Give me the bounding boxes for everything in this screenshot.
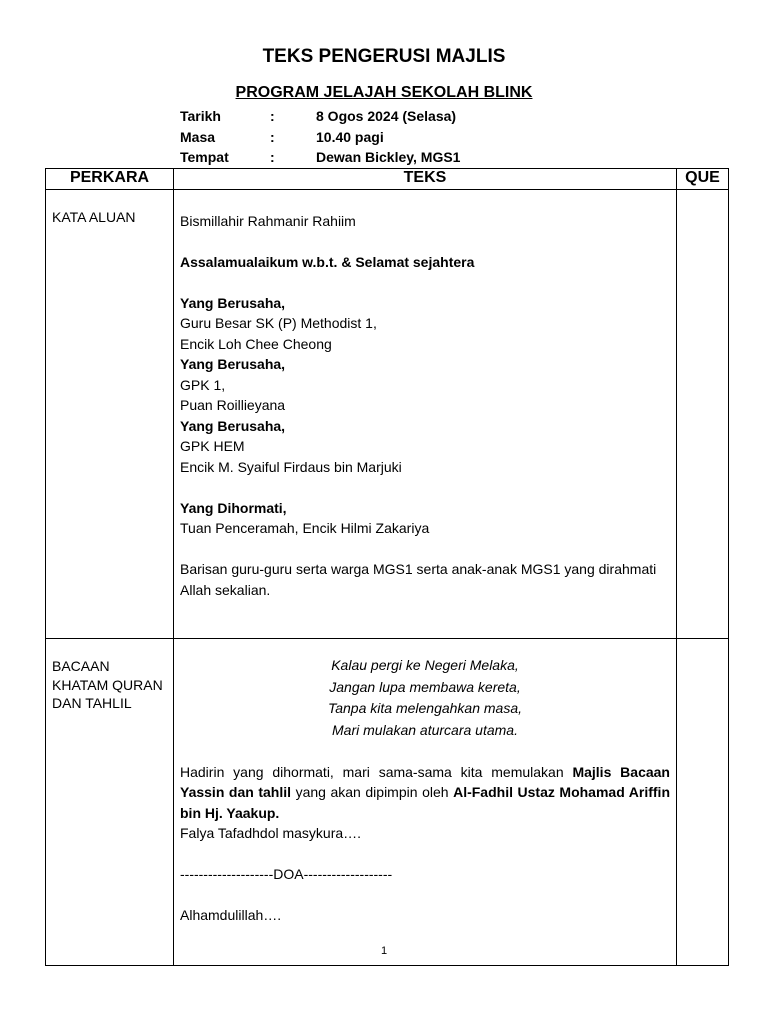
alhamdulillah-text: Alhamdulillah…. [180, 907, 282, 923]
header-que: QUE [677, 169, 729, 190]
doa-divider: --------------------DOA------------------- [180, 866, 393, 882]
meta-colon: : [270, 108, 275, 124]
honorific: Yang Berusaha, [180, 356, 286, 372]
script-table [45, 168, 729, 966]
meta-row-tarikh [180, 106, 460, 127]
que-cell [677, 639, 729, 966]
pantun-line: Kalau pergi ke Negeri Melaka, [331, 657, 519, 673]
intro-text: yang akan dipimpin oleh [291, 784, 454, 800]
teks-cell [174, 190, 677, 639]
perkara-cell: KATA ALUAN [46, 190, 174, 639]
pantun-line: Mari mulakan aturcara utama. [332, 721, 518, 738]
majlis-name: Majlis Bacaan Yassin dan tahlil [180, 763, 670, 800]
guest-line: GPK HEM [180, 438, 245, 454]
meta-value: 10.40 pagi [316, 128, 384, 145]
meta-row-tempat [180, 147, 460, 168]
ustaz-name: Al-Fadhil Ustaz Mohamad Ariffin bin Hj. Yaakup. [180, 784, 670, 821]
barisan-text: Barisan guru-guru serta warga MGS1 serta anak-anak MGS1 yang dirahmati Allah sekalian. [180, 561, 657, 598]
meta-label: Tempat [180, 149, 229, 165]
guest-line: Guru Besar SK (P) Methodist 1, [180, 315, 377, 331]
header-teks: TEKS [174, 169, 677, 190]
teks-cell [174, 639, 677, 966]
meta-colon: : [270, 149, 275, 165]
meta-label: Tarikh [180, 108, 221, 124]
que-cell [677, 190, 729, 639]
bismillah-text: Bismillahir Rahmanir Rahiim [180, 212, 356, 229]
table-row [46, 190, 729, 639]
guest-line: Encik M. Syaiful Firdaus bin Marjuki [180, 458, 402, 475]
guest-line: GPK 1, [180, 376, 226, 393]
falya-text: Falya Tafadhdol masykura…. [180, 825, 362, 841]
guest-line: Encik Loh Chee Cheong [180, 335, 332, 352]
program-subtitle: PROGRAM JELAJAH SEKOLAH BLINK [235, 84, 533, 101]
honorific: Yang Dihormati, [180, 499, 287, 516]
table-row [46, 639, 729, 966]
table-header-row [46, 169, 729, 190]
salam-text: Assalamualaikum w.b.t. & Selamat sejahtera [180, 253, 475, 270]
guest-line: Puan Roillieyana [180, 397, 286, 413]
honorific: Yang Berusaha, [180, 294, 286, 311]
honorific: Yang Berusaha, [180, 417, 286, 434]
meta-label: Masa [180, 128, 216, 145]
perkara-cell: BACAAN KHATAM QURAN DAN TAHLIL [46, 639, 174, 966]
meta-row-masa [180, 127, 460, 148]
event-details [180, 106, 460, 168]
intro-text: Hadirin yang dihormati, mari sama-sama kita memulakan [180, 763, 573, 780]
document-title: TEKS PENGERUSI MAJLIS [262, 46, 506, 67]
page-number: 1 [380, 945, 388, 957]
guest-line: Tuan Penceramah, Encik Hilmi Zakariya [180, 520, 430, 536]
pantun-line: Tanpa kita melengahkan masa, [327, 700, 523, 716]
pantun [180, 655, 670, 741]
pantun-line: Jangan lupa membawa kereta, [329, 678, 521, 695]
meta-colon: : [270, 128, 275, 145]
intro-paragraph [180, 762, 670, 824]
header-perkara: PERKARA [46, 169, 174, 190]
meta-value: 8 Ogos 2024 (Selasa) [316, 108, 457, 124]
meta-value: Dewan Bickley, MGS1 [316, 149, 461, 165]
